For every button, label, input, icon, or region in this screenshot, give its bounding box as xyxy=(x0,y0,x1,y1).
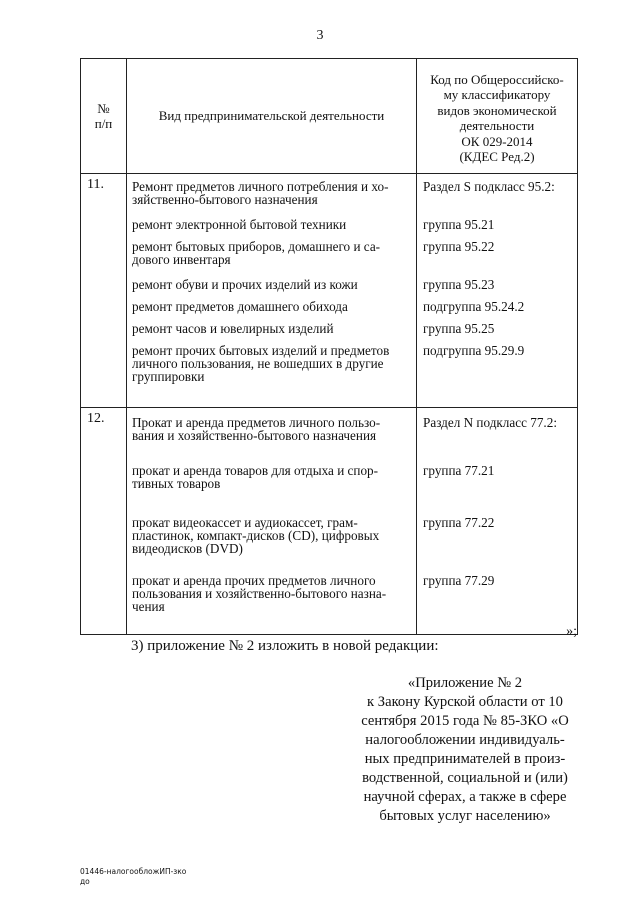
classifier-code: группа 77.29 xyxy=(423,573,495,588)
activity-text: ремонт часов и ювелирных изделий xyxy=(132,321,334,336)
classifier-code: группа 95.25 xyxy=(423,321,495,336)
activity-text: Ремонт предметов личного потребления и хо- зяйственно-бытового назначения xyxy=(132,179,389,207)
header-code: Код по Общероссийско- му классификатору видов экономической деятельности ОК 029-2014 (КДЕС Ред.2) xyxy=(417,59,578,174)
activity-cell xyxy=(127,174,417,408)
code-cell xyxy=(417,408,578,635)
activity-text: прокат и аренда прочих предметов личного пользования и хозяйственно-бытового назна- чения xyxy=(132,573,387,614)
classifier-code: группа 77.22 xyxy=(423,515,495,530)
activity-text: прокат и аренда товаров для отдыха и спор- тивных товаров xyxy=(132,463,379,491)
activity-text: ремонт прочих бытовых изделий и предметов личного пользования, не вошедших в другие группировки xyxy=(132,343,390,384)
activity-codes-table xyxy=(80,58,578,635)
header-num: № п/п xyxy=(81,59,127,174)
quote-close: »; xyxy=(566,624,577,639)
table-header-row xyxy=(81,59,578,174)
section-number: 12. xyxy=(81,408,127,635)
activity-text: прокат видеокассет и аудиокассет, грам- пластинок, компакт-дисков (CD), цифровых видеодисков (DVD) xyxy=(132,515,380,556)
section-number: 11. xyxy=(81,174,127,408)
activity-text: ремонт обуви и прочих изделий из кожи xyxy=(132,277,358,292)
classifier-code: подгруппа 95.29.9 xyxy=(423,343,525,358)
classifier-code: подгруппа 95.24.2 xyxy=(423,299,525,314)
classifier-code: группа 77.21 xyxy=(423,463,495,478)
header-activity: Вид предпринимательской деятельности xyxy=(127,59,417,174)
activity-text: ремонт бытовых приборов, домашнего и са- дового инвентаря xyxy=(132,239,381,267)
classifier-code: группа 95.21 xyxy=(423,217,495,232)
classifier-code: группа 95.23 xyxy=(423,277,495,292)
amendment-text: 3) приложение № 2 изложить в новой редакции: xyxy=(131,638,439,654)
table-section-row xyxy=(81,408,578,635)
activity-text: ремонт электронной бытовой техники xyxy=(132,217,347,232)
table-section-row xyxy=(81,174,578,408)
footer-note: 01446-налогообложИП-зко до xyxy=(80,867,187,886)
classifier-code: группа 95.22 xyxy=(423,239,495,254)
classifier-code: Раздел N подкласс 77.2: xyxy=(423,415,557,430)
code-cell xyxy=(417,174,578,408)
activity-cell xyxy=(127,408,417,635)
classifier-code: Раздел S подкласс 95.2: xyxy=(423,179,555,194)
appendix-heading: «Приложение № 2 к Закону Курской области от 10 сентября 2015 года № 85-ЗКО «О налогообложении индивидуаль- ных предпринимателей в произ- водственной, социальной и (или) научной сферах, а также в сфере бытовых услуг населению» xyxy=(361,675,569,824)
page-number: 3 xyxy=(316,28,324,43)
activity-text: Прокат и аренда предметов личного пользо- вания и хозяйственно-бытового назначения xyxy=(132,415,381,443)
activity-text: ремонт предметов домашнего обихода xyxy=(132,299,348,314)
